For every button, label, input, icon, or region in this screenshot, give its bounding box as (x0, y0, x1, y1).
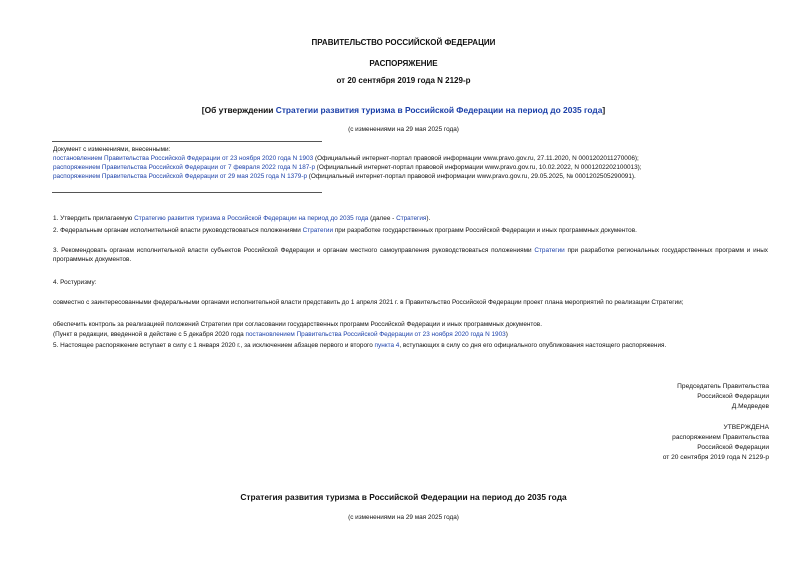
amendment-note: (с изменениями на 29 мая 2025 года) (348, 126, 459, 133)
paragraph-4-item-1: совместно с заинтересованными федеральными органами исполнительной власти представить до 1 апреля 2021 г. в Правительство Российской Федерации проект плана мероприятий по реализации Стратегии; (53, 299, 684, 306)
approval-line: распоряжением Правительства (672, 434, 769, 441)
strategy-link[interactable]: Стратегию развития туризма в Российской Федерации на период до 2035 года (134, 215, 369, 222)
change-item: распоряжением Правительства Российской Федерации от 29 мая 2025 года N 1379-р (Официальный интернет-портал правовой информации www.pravo.gov.ru, 29.05.2025, № 0001202505290091). (53, 173, 636, 180)
strategy-short-link[interactable]: Стратегия (396, 215, 427, 222)
strategy-amendment-note: (с изменениями на 29 мая 2025 года) (348, 514, 459, 521)
paragraph-1: 1. Утвердить прилагаемую Стратегию развития туризма в Российской Федерации на период до 2035 года (далее - Стратегия). (53, 215, 431, 222)
change-link[interactable]: распоряжением Правительства Российской Федерации от 7 февраля 2022 года N 187-р (53, 164, 315, 171)
change-item: постановлением Правительства Российской Федерации от 23 ноября 2020 года N 1903 (Официальный интернет-портал правовой информации www.pravo.gov.ru, 27.11.2020, N 0001202011270006); (53, 155, 639, 162)
top-divider (52, 141, 322, 142)
signature-position: Председатель Правительства (677, 383, 769, 390)
approval-line: Российской Федерации (697, 444, 769, 451)
bottom-divider (52, 192, 322, 193)
strategy-link[interactable]: Стратегии (302, 227, 334, 234)
strategy-title: Стратегия развития туризма в Российской Федерации на период до 2035 года (240, 492, 567, 502)
strategy-link[interactable]: Стратегии (534, 247, 565, 254)
paragraph-4-item-2: обеспечить контроль за реализацией положений Стратегии при согласовании государственных программ Российской Федерации и иных программных документов. (53, 321, 542, 328)
title-open: [Об утверждении (201, 105, 276, 115)
document-date-number: от 20 сентября 2019 года N 2129-р (336, 76, 471, 85)
changes-block (53, 145, 768, 181)
change-link[interactable]: постановлением Правительства Российской Федерации от 23 ноября 2020 года N 1903 (53, 155, 314, 162)
change-item: распоряжением Правительства Российской Федерации от 7 февраля 2022 года N 187-р (Официальный интернет-портал правовой информации www.pravo.gov.ru, 10.02.2022, N 0001202202100013); (53, 164, 642, 171)
change-link[interactable]: распоряжением Правительства Российской Федерации от 29 мая 2025 года N 1379-р (53, 173, 308, 180)
signature-block (677, 382, 769, 412)
paragraph-2: 2. Федеральным органам исполнительной власти руководствоваться положениями Стратегии при разработке государственных программ Российской Федерации и иных программных документов. (53, 227, 637, 234)
paragraph-4-note: (Пункт в редакции, введенной в действие с 5 декабря 2020 года постановлением Правительства Российской Федерации от 23 ноября 2020 года N 1903) (53, 331, 508, 338)
title-close: ] (602, 105, 606, 115)
point-4-link[interactable]: пункта 4 (374, 342, 400, 349)
paragraph-4: 4. Ростуризму: (53, 279, 97, 286)
approval-title: УТВЕРЖДЕНА (723, 424, 769, 431)
changes-intro: Документ с изменениями, внесенными: (53, 146, 171, 153)
paragraph-3: 3. Рекомендовать органам исполнительной власти субъектов Российской Федерации и органам местного самоуправления руководствоваться положениями Стратегии при разработке региональных государственных программ и иных программных документов. (53, 247, 768, 263)
document-title (0, 105, 807, 115)
document-type: РАСПОРЯЖЕНИЕ (369, 59, 438, 68)
approval-block (663, 423, 769, 463)
paragraph-5: 5. Настоящее распоряжение вступает в силу с 1 января 2020 г., за исключением абзацев первого и второго пункта 4, вступающих в силу со дня его официального опубликования настоящего распоряжения. (53, 342, 667, 349)
amendment-link[interactable]: постановлением Правительства Российской Федерации от 23 ноября 2020 года N 1903 (245, 331, 506, 338)
signature-name: Д.Медведев (731, 403, 769, 410)
approval-date: от 20 сентября 2019 года N 2129-р (662, 454, 769, 461)
title-strategy-link[interactable]: Стратегии развития туризма в Российской Федерации на период до 2035 года (275, 105, 603, 115)
government-heading: ПРАВИТЕЛЬСТВО РОССИЙСКОЙ ФЕДЕРАЦИИ (311, 38, 496, 47)
signature-country: Российской Федерации (697, 393, 769, 400)
